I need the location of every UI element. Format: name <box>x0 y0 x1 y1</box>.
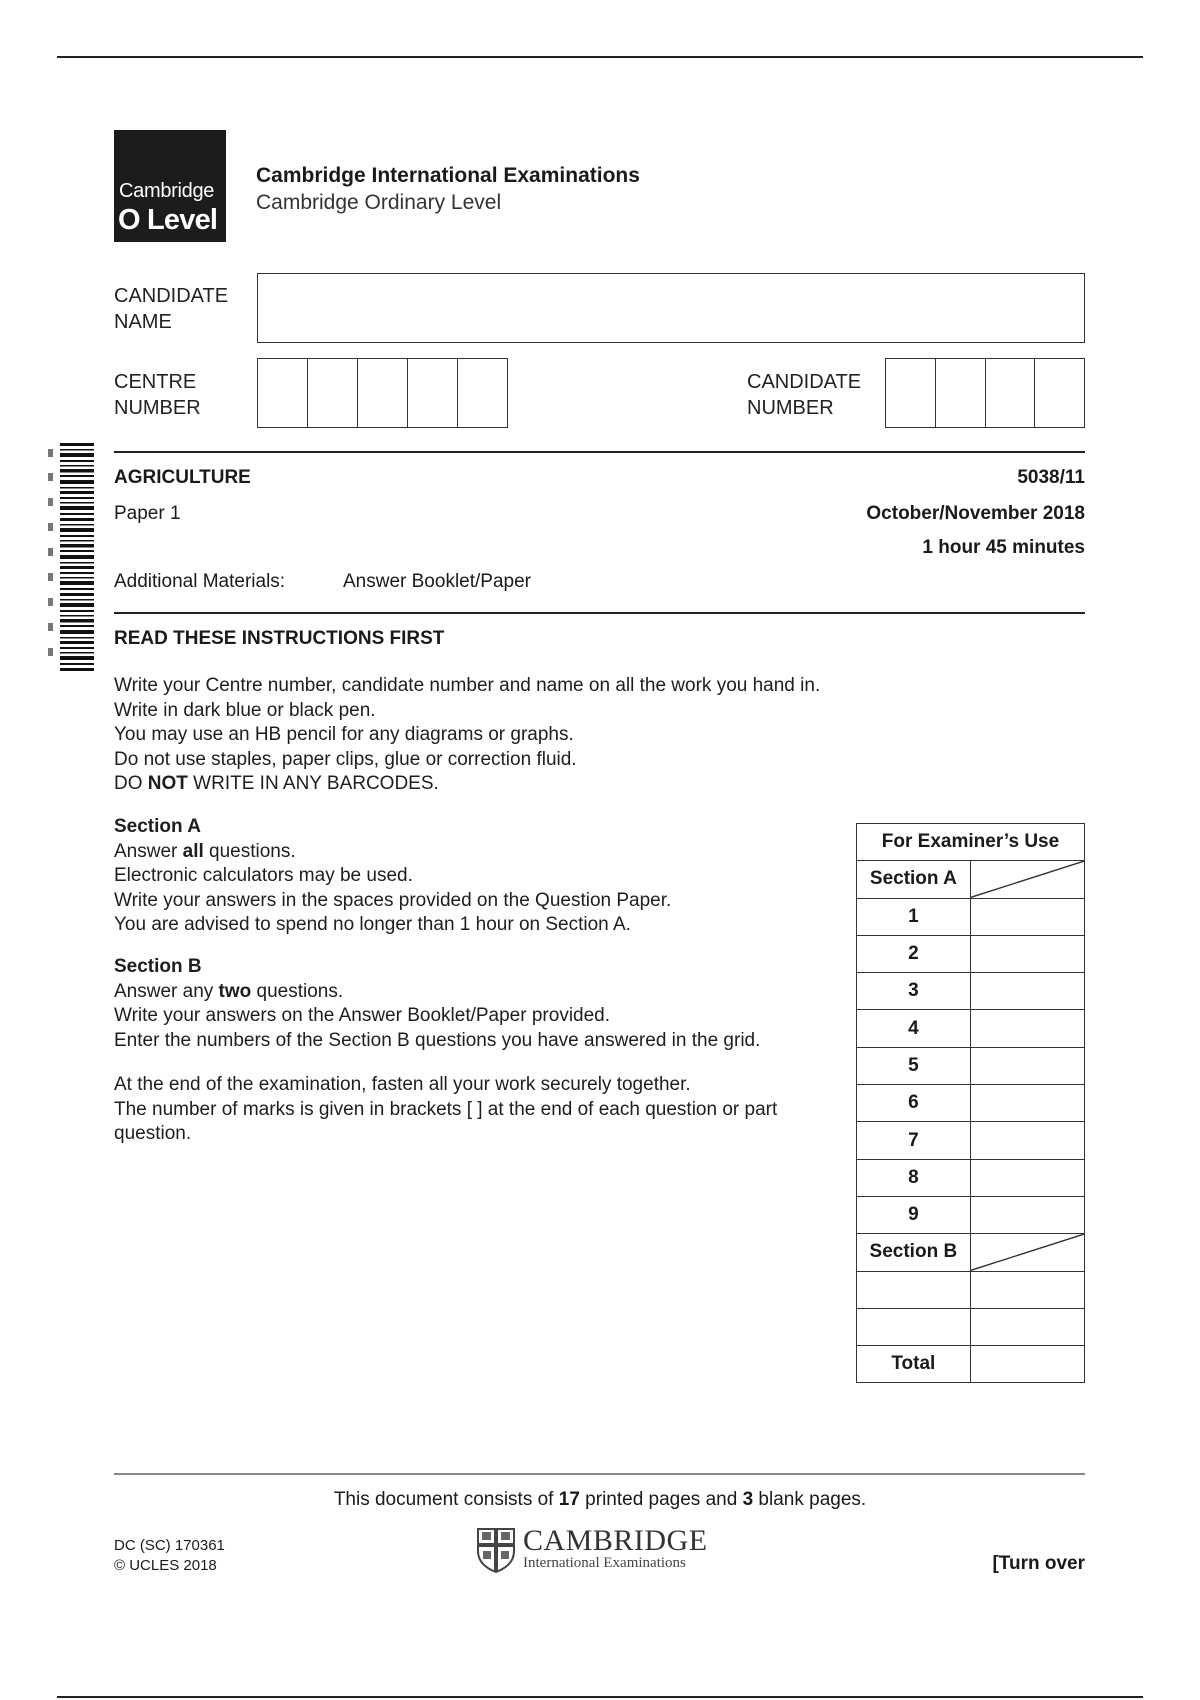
table-row <box>857 1234 1085 1271</box>
mark-cell[interactable] <box>970 1196 1084 1233</box>
table-row <box>857 1047 1085 1084</box>
question-number: 8 <box>857 1159 971 1196</box>
candidate-number-cell[interactable] <box>886 359 936 427</box>
question-number: 1 <box>857 898 971 935</box>
table-row <box>857 824 1085 861</box>
section-a-instructions <box>114 815 671 938</box>
candidate-number-cell[interactable] <box>936 359 986 427</box>
centre-number-cell[interactable] <box>358 359 408 427</box>
mark-cell[interactable] <box>970 1271 1084 1308</box>
table-row <box>857 898 1085 935</box>
table-row <box>857 1308 1085 1345</box>
table-row <box>857 1010 1085 1047</box>
total-label: Total <box>857 1346 971 1383</box>
section-b-label: Section B <box>857 1234 971 1271</box>
instruction-line: Write your answers in the spaces provided on the Question Paper. <box>114 889 672 911</box>
general-instructions <box>114 674 820 797</box>
instruction-line: You are advised to spend no longer than 1 hour on Section A. <box>114 914 631 935</box>
mark-cell[interactable] <box>970 1010 1084 1047</box>
paper-number: Paper 1 <box>114 503 181 524</box>
instruction-line: Write in dark blue or black pen. <box>114 699 376 721</box>
question-number: 2 <box>857 935 971 972</box>
subject-name: AGRICULTURE <box>114 467 251 488</box>
question-number: 7 <box>857 1122 971 1159</box>
exam-session: October/November 2018 <box>866 503 1085 524</box>
question-number: 3 <box>857 973 971 1010</box>
mark-cell[interactable] <box>970 1122 1084 1159</box>
bottom-page-rule <box>57 1696 1143 1698</box>
candidate-number-label: CANDIDATE NUMBER <box>747 371 862 419</box>
exam-board-title: Cambridge International Examinations <box>256 164 640 187</box>
o-level-logo <box>114 130 226 242</box>
section-b-question-cell[interactable] <box>857 1308 971 1345</box>
document-code: DC (SC) 170361 <box>114 1537 225 1554</box>
logo-line-1: Cambridge <box>119 180 215 202</box>
centre-number-field[interactable] <box>257 358 508 428</box>
paper-code: 5038/11 <box>1017 467 1085 488</box>
materials-label: Additional Materials: <box>114 571 286 592</box>
table-row <box>857 861 1085 898</box>
header-divider <box>114 451 1085 453</box>
candidate-number-cell[interactable] <box>986 359 1036 427</box>
candidate-number-field[interactable] <box>885 358 1085 428</box>
top-page-rule <box>57 56 1143 58</box>
question-number: 6 <box>857 1085 971 1122</box>
instruction-line: question. <box>114 1123 192 1144</box>
mark-cell[interactable] <box>970 1308 1084 1345</box>
centre-number-label: CENTRE NUMBER <box>114 371 201 419</box>
instruction-line: Write your answers on the Answer Booklet/Paper provided. <box>114 1005 611 1026</box>
centre-number-cell[interactable] <box>308 359 358 427</box>
barcode-warning: DO NOT WRITE IN ANY BARCODES. <box>114 773 439 794</box>
section-b-question-cell[interactable] <box>857 1271 971 1308</box>
turn-over-note: [Turn over <box>992 1553 1085 1574</box>
table-row <box>857 973 1085 1010</box>
mark-cell[interactable] <box>970 1085 1084 1122</box>
materials-value: Answer Booklet/Paper <box>343 571 531 592</box>
centre-number-cell[interactable] <box>258 359 308 427</box>
section-b-instructions <box>114 955 760 1053</box>
cambridge-logo-subtext: International Examinations <box>523 1555 686 1571</box>
section-b-answer: Answer any two questions. <box>114 980 344 1002</box>
table-row <box>857 1196 1085 1233</box>
question-number: 9 <box>857 1196 971 1233</box>
section-b-blank <box>970 1234 1084 1271</box>
section-a-label: Section A <box>857 861 971 898</box>
instruction-line: Electronic calculators may be used. <box>114 865 413 886</box>
logo-line-2: O Level <box>118 204 218 236</box>
instruction-line: Write your Centre number, candidate number and name on all the work you hand in. <box>114 675 821 696</box>
mark-cell[interactable] <box>970 898 1084 935</box>
candidate-name-field[interactable] <box>257 273 1085 343</box>
copyright: © UCLES 2018 <box>114 1557 217 1574</box>
table-row <box>857 1122 1085 1159</box>
exam-duration: 1 hour 45 minutes <box>922 537 1085 558</box>
cambridge-logo-text: CAMBRIDGE <box>523 1524 708 1557</box>
mark-cell[interactable] <box>970 935 1084 972</box>
instructions-divider <box>114 612 1085 614</box>
candidate-number-cell[interactable] <box>1035 359 1084 427</box>
examiner-table-title: For Examiner’s Use <box>857 824 1085 861</box>
instruction-line: Enter the numbers of the Section B questions you have answered in the grid. <box>114 1029 761 1051</box>
page-count-note: This document consists of 17 printed pages and 3 blank pages. <box>333 1489 867 1510</box>
instruction-line: Do not use staples, paper clips, glue or correction fluid. <box>114 748 577 770</box>
instructions-heading: READ THESE INSTRUCTIONS FIRST <box>114 628 445 649</box>
question-number: 5 <box>857 1047 971 1084</box>
instruction-line: At the end of the examination, fasten all your work securely together. <box>114 1074 691 1095</box>
table-row <box>857 1085 1085 1122</box>
table-row <box>857 1346 1085 1383</box>
table-row <box>857 1271 1085 1308</box>
centre-number-cell[interactable] <box>458 359 507 427</box>
table-row <box>857 935 1085 972</box>
barcode <box>44 443 100 673</box>
centre-number-cell[interactable] <box>408 359 458 427</box>
section-a-blank <box>970 861 1084 898</box>
examiner-use-table <box>856 823 1085 1383</box>
candidate-name-label: CANDIDATE NAME <box>114 285 229 333</box>
question-number: 4 <box>857 1010 971 1047</box>
mark-cell[interactable] <box>970 1159 1084 1196</box>
section-b-heading: Section B <box>114 956 202 977</box>
instruction-line: The number of marks is given in brackets [ ] at the end of each question or part <box>114 1098 778 1120</box>
mark-cell[interactable] <box>970 973 1084 1010</box>
footer-divider <box>114 1473 1085 1475</box>
cambridge-crest-icon <box>476 1527 516 1573</box>
instruction-line: You may use an HB pencil for any diagrams or graphs. <box>114 724 574 745</box>
section-a-heading: Section A <box>114 816 201 837</box>
section-a-answer: Answer all questions. <box>114 840 296 862</box>
total-mark-cell[interactable] <box>970 1346 1084 1383</box>
table-row <box>857 1159 1085 1196</box>
mark-cell[interactable] <box>970 1047 1084 1084</box>
exam-level: Cambridge Ordinary Level <box>256 191 502 214</box>
closing-instructions <box>114 1073 777 1147</box>
